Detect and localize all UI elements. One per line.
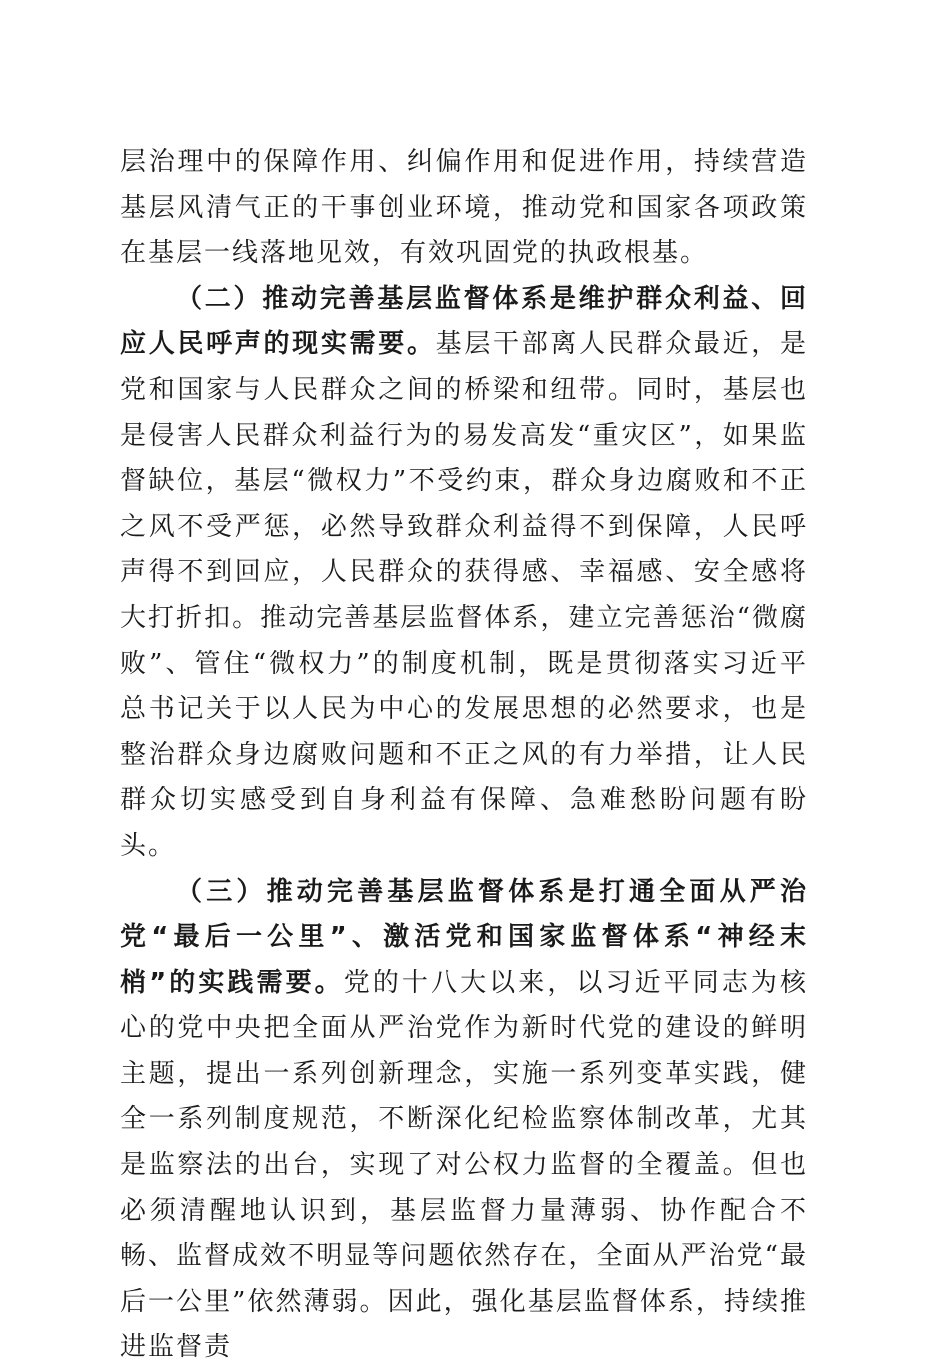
section-3-heading: （三）推动完善基层监督体系是打通全面从严治党“最后一公里”、激活党和国家监督体系“神经末梢”的实践需要。: [120, 877, 808, 998]
document-page: [120, 140, 808, 1371]
paragraph-section-2: [120, 277, 808, 870]
paragraph-body: 层治理中的保障作用、纠偏作用和促进作用，持续营造基层风清气正的干事创业环境，推动党和国家各项政策在基层一线落地见效，有效巩固党的执政根基。: [120, 147, 808, 268]
paragraph-body: 基层干部离人民群众最近，是党和国家与人民群众之间的桥梁和纽带。同时，基层也是侵害人民群众利益行为的易发高发“重灾区”，如果监督缺位，基层“微权力”不受约束，群众身边腐败和不正之风不受严惩，必然导致群众利益得不到保障，人民呼声得不到回应，人民群众的获得感、幸福感、安全感将大打折扣。推动完善基层监督体系，建立完善惩治“微腐败”、管住“微权力”的制度机制，既是贯彻落实习近平总书记关于以人民为中心的发展思想的必然要求，也是整治群众身边腐败问题和不正之风的有力举措，让人民群众切实感受到自身利益有保障、急难愁盼问题有盼头。: [120, 329, 808, 861]
paragraph-section-3: [120, 870, 808, 1371]
section-2-heading: （二）推动完善基层监督体系是维护群众利益、回应人民呼声的现实需要。: [120, 284, 808, 360]
paragraph-continuation: [120, 140, 808, 277]
paragraph-body: 党的十八大以来，以习近平同志为核心的党中央把全面从严治党作为新时代党的建设的鲜明主题，提出一系列创新理念，实施一系列变革实践，健全一系列制度规范，不断深化纪检监察体制改革，尤其是监察法的出台，实现了对公权力监督的全覆盖。但也必须清醒地认识到，基层监督力量薄弱、协作配合不畅、监督成效不明显等问题依然存在，全面从严治党“最后一公里”依然薄弱。因此，强化基层监督体系，持续推进监督责: [120, 968, 808, 1363]
